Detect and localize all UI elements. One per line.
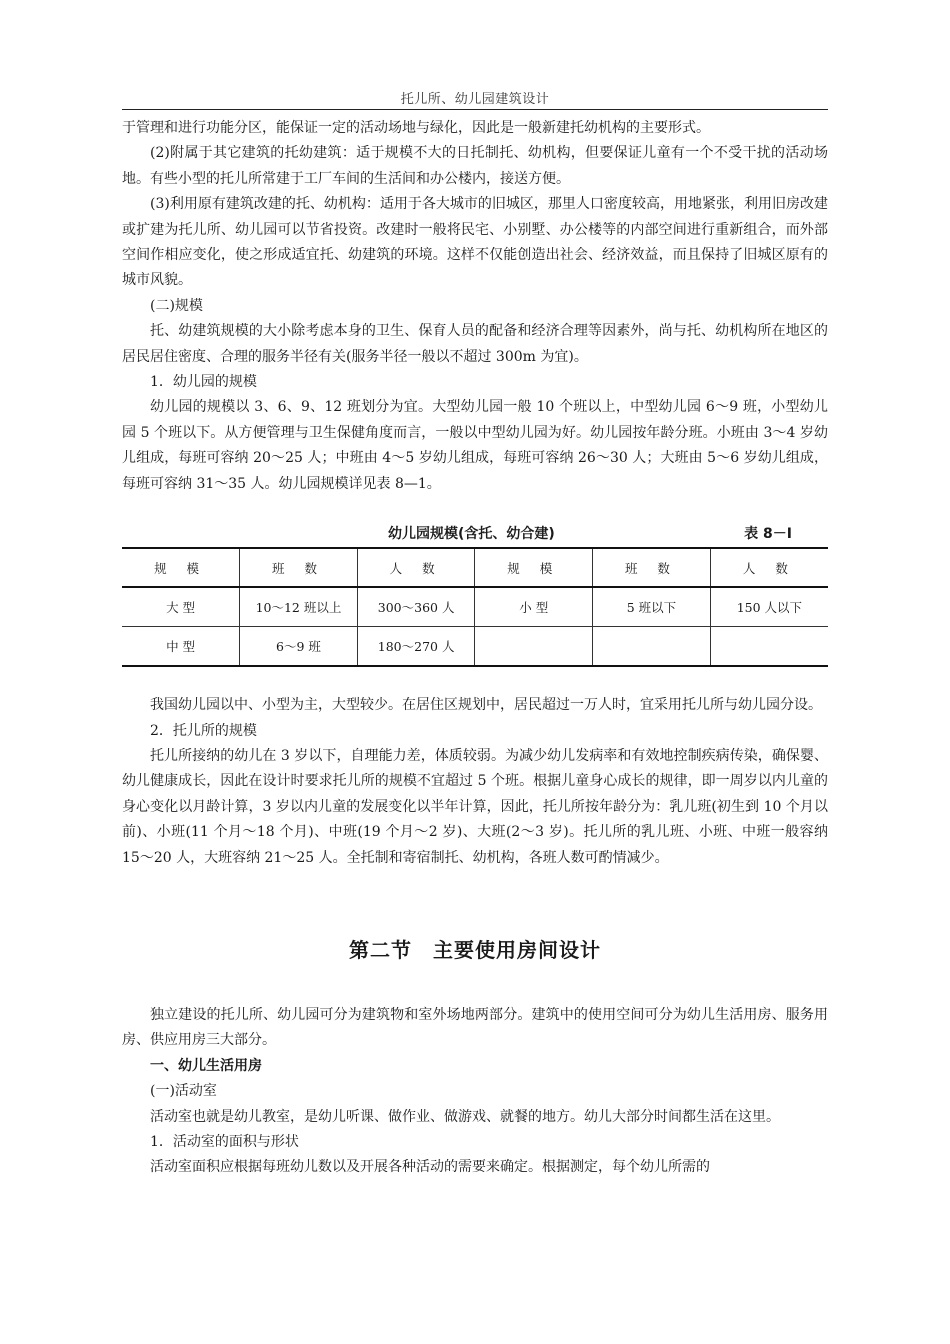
table-number: 表 8－Ⅰ — [744, 526, 792, 543]
table-cell: 180～270 人 — [357, 627, 475, 667]
table-header-cell: 规 模 — [475, 548, 593, 587]
paragraph: 托、幼建筑规模的大小除考虑本身的卫生、保育人员的配备和经济合理等因素外，尚与托、幼机构所在地区的居民居住密度、合理的服务半径有关(服务半径一般以不超过 300m 为宜)。 — [122, 323, 828, 365]
table-header-cell: 人 数 — [710, 548, 828, 587]
table-cell: 6～9 班 — [240, 627, 358, 667]
table-header-row — [122, 548, 828, 587]
table-caption — [122, 521, 828, 547]
table-cell: 5 班以下 — [593, 587, 711, 627]
header-rule — [122, 109, 828, 110]
kindergarten-scale-table — [122, 547, 828, 667]
table-cell: 大 型 — [122, 587, 240, 627]
paragraph: (3)利用原有建筑改建的托、幼机构：适用于各大城市的旧城区，那里人口密度较高，用地紧张，利用旧房改建或扩建为托儿所、幼儿园可以节省投资。改建时一般将民宅、小别墅、办公楼等的内部空间进行重新组合，而外部空间作相应变化，使之形成适宜托、幼建筑的环境。这样不仅能创造出社会、经济效益，而且保持了旧城区原有的城市风貌。 — [122, 196, 828, 289]
subheading: 1．幼儿园的规模 — [150, 374, 257, 391]
table-cell: 10～12 班以上 — [240, 587, 358, 627]
paragraph: 托儿所接纳的幼儿在 3 岁以下，自理能力差，体质较弱。为减少幼儿发病率和有效地控制疾病传染，确保婴、幼儿健康成长，因此在设计时要求托儿所的规模不宜超过 5 个班。根据儿童身心成长的规律，即一周岁以内儿童的身心变化以月龄计算，3 岁以内儿童的发展变化以半年计算，因此，托儿所按年龄分为：乳儿班(初生到 10 个月以前)、小班(11 个月～18 个月)、中班(19 个月～2 岁)、大班(2～3 岁)。托儿所的乳儿班、小班、中班一般容纳 15～20 人，大班容纳 21～25 人。全托制和寄宿制托、幼机构，各班人数可酌情减少。 — [122, 747, 828, 866]
table-cell — [593, 627, 711, 667]
table-cell — [475, 627, 593, 667]
subheading: (一)活动室 — [150, 1083, 217, 1100]
table-cell: 150 人以下 — [710, 587, 828, 627]
subheading: 1．活动室的面积与形状 — [150, 1133, 299, 1150]
paragraph: (2)附属于其它建筑的托幼建筑：适于规模不大的日托制托、幼机构，但要保证儿童有一个不受干扰的活动场地。有些小型的托儿所常建于工厂车间的生活间和办公楼内，接送方便。 — [122, 145, 828, 187]
paragraph: 我国幼儿园以中、小型为主，大型较少。在居住区规划中，居民超过一万人时，宜采用托儿所与幼儿园分设。 — [150, 697, 822, 714]
paragraph: 活动室面积应根据每班幼儿数以及开展各种活动的需要来确定。根据测定，每个幼儿所需的 — [150, 1159, 710, 1176]
section-title: 第二节 主要使用房间设计 — [349, 937, 601, 962]
table-cell — [710, 627, 828, 667]
table-header-cell: 规 模 — [122, 548, 240, 587]
table-row — [122, 627, 828, 667]
table-row — [122, 587, 828, 627]
subheading: 2．托儿所的规模 — [150, 722, 257, 739]
table-header-cell: 班 数 — [593, 548, 711, 587]
table-cell: 300～360 人 — [357, 587, 475, 627]
table-title: 幼儿园规模(含托、幼合建) — [388, 526, 555, 543]
table-header-cell: 班 数 — [240, 548, 358, 587]
running-header: 托儿所、幼儿园建筑设计 — [400, 92, 550, 107]
paragraph: 独立建设的托儿所、幼儿园可分为建筑物和室外场地两部分。建筑中的使用空间可分为幼儿生活用房、服务用房、供应用房三大部分。 — [122, 1006, 828, 1049]
subheading: 一、幼儿生活用房 — [150, 1057, 262, 1074]
paragraph: 活动室也就是幼儿教室，是幼儿听课、做作业、做游戏、就餐的地方。幼儿大部分时间都生活在这里。 — [150, 1108, 780, 1125]
paragraph: 幼儿园的规模以 3、6、9、12 班划分为宜。大型幼儿园一般 10 个班以上，中型幼儿园 6～9 班，小型幼儿园 5 个班以下。从方便管理与卫生保健角度而言，一般以中型幼儿园为好。幼儿园按年龄分班。小班由 3～4 岁幼儿组成，每班可容纳 20～25 人；中班由 4～5 岁幼儿组成，每班可容纳 26～30 人；大班由 5～6 岁幼儿组成，每班可容纳 31～35 人。幼儿园规模详见表 8—1。 — [122, 399, 828, 492]
table-cell: 小 型 — [475, 587, 593, 627]
document-body — [122, 116, 828, 1181]
paragraph: 于管理和进行功能分区，能保证一定的活动场地与绿化，因此是一般新建托幼机构的主要形式。 — [122, 120, 710, 136]
table-header-cell: 人 数 — [357, 548, 475, 587]
table-cell: 中 型 — [122, 627, 240, 667]
subheading: (二)规模 — [150, 297, 203, 314]
